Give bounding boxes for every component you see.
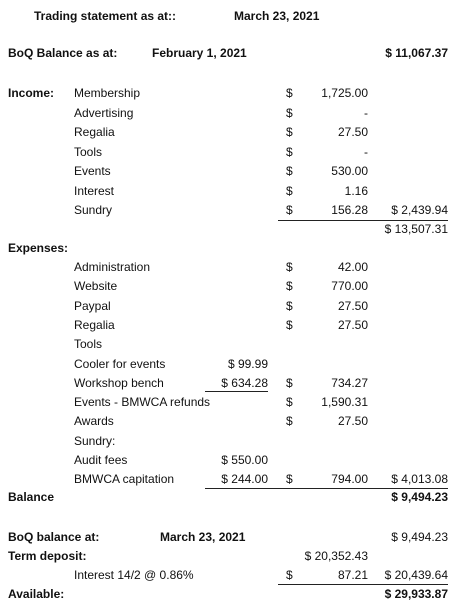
expense-item-label: Website [74, 279, 118, 294]
interest-dollar: $ [286, 568, 293, 582]
expense-item-amount: 42.00 [337, 260, 368, 274]
sub-total-rule [205, 391, 268, 392]
income-item-dollar: $ [286, 183, 293, 198]
opening-balance-amount: $ 11,067.37 [385, 46, 448, 60]
income-item-dollar: $ [286, 164, 293, 178]
expense-item-dollar: $ [286, 298, 293, 313]
income-item-label: Tools [74, 144, 103, 159]
income-item-amount: 156.28 [331, 203, 368, 217]
income-item-label: Interest [74, 183, 115, 198]
expense-item-dollar: $ [286, 414, 293, 429]
balance-rule [205, 488, 448, 489]
opening-balance-label: BoQ Balance as at: [8, 46, 118, 60]
income-total: $ 2,439.94 [391, 203, 448, 217]
income-item-dollar: $ [286, 203, 293, 217]
expense-sub-amount: $ 99.99 [227, 356, 268, 371]
expense-item-amount: 27.50 [337, 414, 368, 429]
income-item-dollar: $ [286, 86, 293, 100]
expense-item-dollar: $ [286, 395, 293, 410]
income-item-dollar: $ [286, 105, 293, 120]
expenses-label: Expenses: [8, 241, 69, 255]
expense-item-amount: 1,590.31 [321, 395, 368, 410]
income-total-rule [278, 220, 448, 221]
income-item-label: Regalia [74, 125, 115, 139]
interest-total: $ 20,439.64 [384, 568, 448, 582]
expense-item-amount: 27.50 [337, 298, 368, 313]
term-deposit-label: Term deposit: [8, 549, 87, 563]
income-item-amount: 1,725.00 [321, 86, 368, 100]
income-item-amount: 530.00 [331, 164, 368, 178]
expense-item-label: Events - BMWCA refunds [74, 395, 211, 410]
expense-item-label: BMWCA capitation [74, 472, 175, 487]
balance-label: Balance [8, 490, 55, 504]
interest-amount: 87.21 [337, 568, 368, 582]
expense-item-dollar: $ [286, 279, 293, 294]
term-deposit-amount: $ 20,352.43 [304, 549, 368, 563]
boq-balance-amount: $ 9,494.23 [391, 530, 448, 544]
expense-item-label: Cooler for events [74, 356, 166, 371]
income-item-amount: - [364, 105, 368, 120]
income-subtotal: $ 13,507.31 [384, 222, 448, 236]
expense-item-label: Workshop bench [74, 375, 164, 390]
statement-date: March 23, 2021 [234, 9, 320, 23]
income-item-amount: 1.16 [344, 183, 368, 198]
statement-title: Trading statement as at:: [34, 9, 177, 23]
income-item-amount: - [364, 144, 368, 159]
available-amount: $ 29,933.87 [384, 587, 448, 601]
boq-balance-label: BoQ balance at: [8, 530, 100, 544]
expense-item-label: Awards [74, 414, 114, 429]
expense-item-dollar: $ [286, 317, 293, 332]
expense-sub-amount: $ 634.28 [221, 375, 268, 390]
balance-amount: $ 9,494.23 [391, 490, 448, 504]
expense-item-amount: 770.00 [331, 279, 368, 294]
income-item-dollar: $ [286, 125, 293, 139]
income-label: Income: [8, 86, 55, 100]
income-item-label: Events [74, 164, 111, 178]
income-item-label: Membership [74, 86, 141, 100]
expense-item-amount: 734.27 [331, 375, 368, 390]
expense-item-amount: 794.00 [331, 472, 368, 487]
income-item-amount: 27.50 [337, 125, 368, 139]
boq-balance-date: March 23, 2021 [160, 530, 246, 544]
expense-total: $ 4,013.08 [391, 472, 448, 487]
expense-item-label: Tools [74, 337, 103, 352]
income-item-label: Advertising [74, 105, 134, 120]
expense-item-dollar: $ [286, 375, 293, 390]
expense-item-label: Audit fees [74, 453, 128, 467]
expense-item-dollar: $ [286, 260, 293, 274]
expense-item-label: Regalia [74, 317, 115, 332]
expense-item-label: Sundry: [74, 433, 116, 448]
interest-label: Interest 14/2 @ 0.86% [74, 568, 194, 582]
income-item-dollar: $ [286, 144, 293, 159]
opening-balance-date: February 1, 2021 [152, 46, 247, 60]
expense-item-amount: 27.50 [337, 317, 368, 332]
available-rule [278, 584, 448, 585]
expense-sub-amount: $ 550.00 [221, 453, 268, 467]
expense-item-label: Paypal [74, 298, 111, 313]
expense-item-dollar: $ [286, 472, 293, 487]
income-item-label: Sundry [74, 203, 113, 217]
expense-sub-amount: $ 244.00 [221, 472, 268, 487]
expense-item-label: Administration [74, 260, 151, 274]
available-label: Available: [8, 587, 65, 601]
